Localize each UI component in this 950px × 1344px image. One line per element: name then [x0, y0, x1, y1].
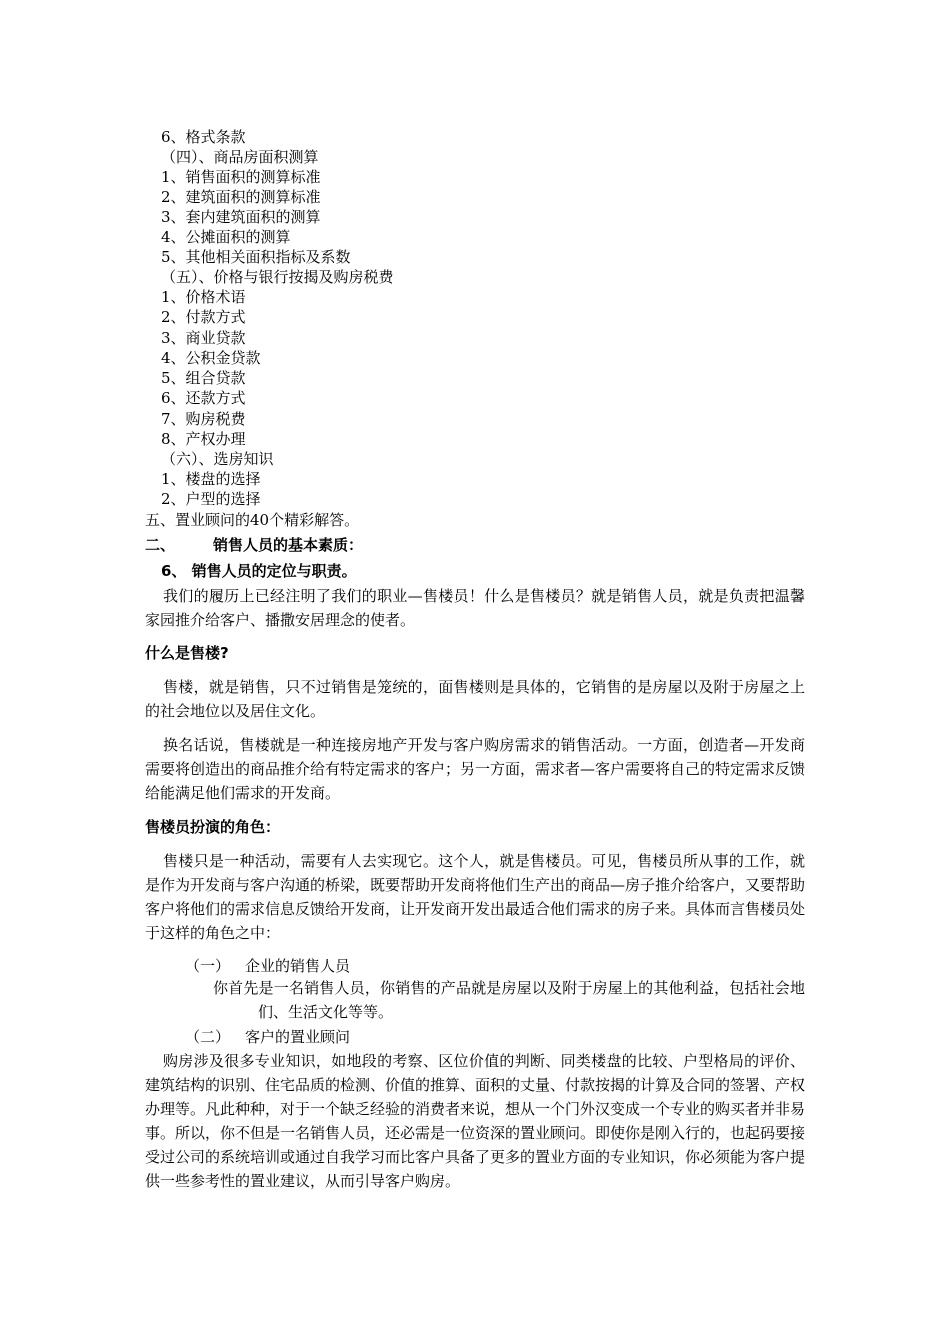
- section-2-number: 二、: [145, 536, 176, 554]
- subsection-6-title: 6、 销售人员的定位与职责。: [161, 562, 357, 580]
- toc-line: 2、户型的选择: [161, 490, 261, 508]
- toc-line: 3、商业贷款: [161, 329, 246, 347]
- toc-line: 5、其他相关面积指标及系数: [161, 248, 351, 266]
- toc-line: 2、付款方式: [161, 308, 246, 326]
- toc-line: 7、购房税费: [161, 410, 246, 428]
- toc-line: 5、组合贷款: [161, 369, 246, 387]
- role-2-number: （二）: [185, 1028, 231, 1046]
- toc-line: 3、套内建筑面积的测算: [161, 208, 321, 226]
- paragraph-4: 售楼只是一种活动，需要有人去实现它。这个人，就是售楼员。可见，售楼员所从事的工作，就是作为开发商与客户沟通的桥梁，既要帮助开发商将他们生产出的商品—房子推介给客户，又要帮助客户将他们的需求信息反馈给开发商，让开发商开发出最适合他们需求的房子来。具体而言售楼员处于这样的角色之中：: [145, 852, 806, 942]
- paragraph-1: 我们的履历上已经注明了我们的职业—售楼员！什么是售楼员？就是销售人员，就是负责把温馨家园推介给客户、播撒安居理念的使者。: [145, 587, 805, 629]
- heading-role: 售楼员扮演的角色：: [145, 818, 281, 836]
- role-1-number: （一）: [185, 957, 231, 975]
- section-2-title: 销售人员的基本素质：: [213, 536, 364, 554]
- toc-line: 6、还款方式: [161, 389, 246, 407]
- toc-line: 1、销售面积的测算标准: [161, 168, 321, 186]
- toc-line: （五）、价格与银行按揭及购房税费: [161, 268, 394, 286]
- toc-line: 1、价格术语: [161, 288, 246, 306]
- section-5-line: 五、置业顾问的40个精彩解答。: [145, 511, 360, 529]
- toc-line: 2、建筑面积的测算标准: [161, 188, 321, 206]
- role-1-title: 企业的销售人员: [245, 957, 351, 975]
- paragraph-2: 售楼，就是销售，只不过销售是笼统的，面售楼则是具体的，它销售的是房屋以及附于房屋之上的社会地位以及居住文化。: [145, 678, 805, 720]
- toc-line: 8、产权办理: [161, 430, 246, 448]
- toc-line: （六）、选房知识: [161, 450, 274, 468]
- role-2-title: 客户的置业顾问: [245, 1028, 351, 1046]
- paragraph-5: 购房涉及很多专业知识，如地段的考察、区位价值的判断、同类楼盘的比较、户型格局的评价、建筑结构的识别、住宅品质的检测、价值的推算、面积的丈量、付款按揭的计算及合同的签署、产权办理等。凡此种种，对于一个缺乏经验的消费者来说，想从一个门外汉变成一个专业的购买者并非易事。所以，你不但是一名销售人员，还必需是一位资深的置业顾问。即使你是刚入行的，也起码要接受过公司的系统培训或通过自我学习而比客户具备了更多的置业方面的专业知识，你必须能为客户提供一些参考性的置业建议，从而引导客户购房。: [145, 1052, 806, 1190]
- toc-line: 4、公积金贷款: [161, 349, 261, 367]
- toc-line: （四）、商品房面积测算: [161, 148, 319, 166]
- paragraph-3: 换名话说，售楼就是一种连接房地产开发与客户购房需求的销售活动。一方面，创造者—开发商需要将创造出的商品推介给有特定需求的客户；另一方面，需求者—客户需要将自己的特定需求反馈给能满足他们需求的开发商。: [145, 736, 806, 802]
- heading-what-is-selling: 什么是售楼?: [145, 644, 229, 662]
- role-1-text: 你首先是一名销售人员，你销售的产品就是房屋以及附于房屋上的其他利益，包括社会地们、生活文化等等。: [213, 979, 805, 1021]
- toc-line: 4、公摊面积的测算: [161, 228, 291, 246]
- toc-line: 6、格式条款: [161, 128, 246, 146]
- toc-line: 1、楼盘的选择: [161, 470, 261, 488]
